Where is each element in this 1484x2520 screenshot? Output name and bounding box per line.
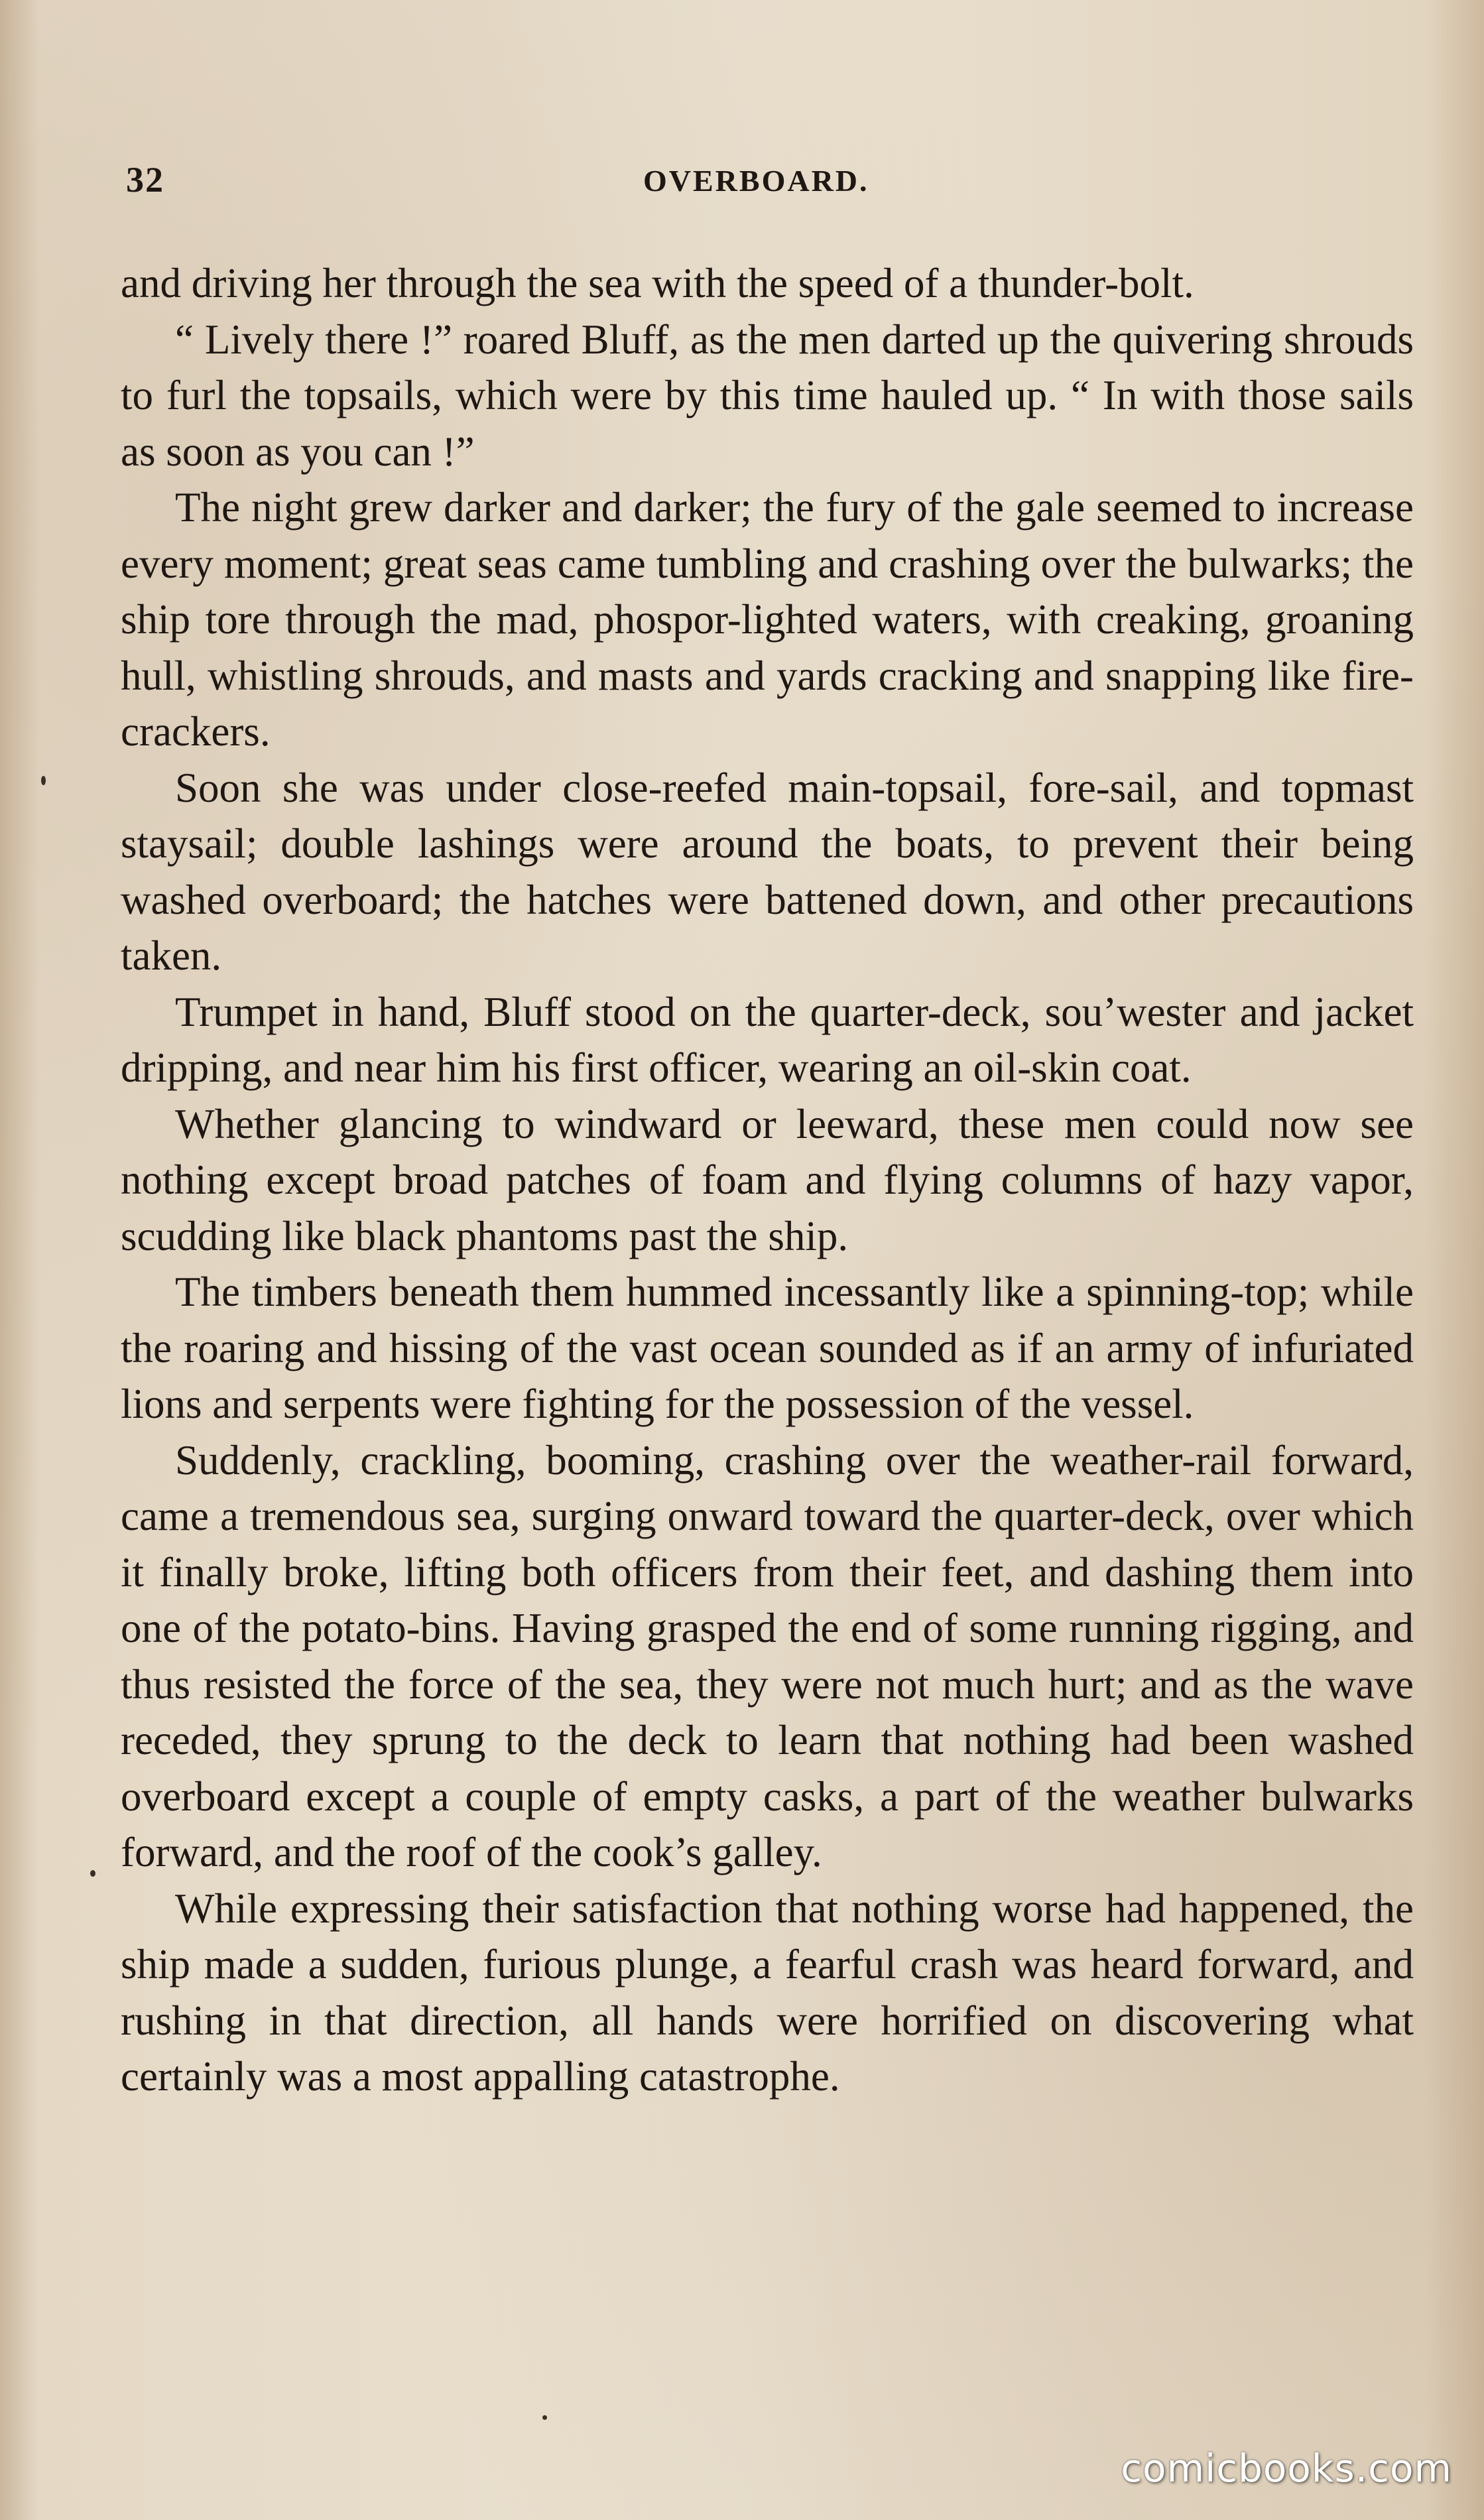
- body-text: [121, 255, 1414, 2105]
- paragraph: While expressing their satisfaction that nothing worse had happened, the ship made a sudden, furious plunge, a fearful crash was heard forward, and rushing in that direction, all hands were horrified on discovering what certainly was a most appalling catastrophe.: [121, 1885, 1414, 2100]
- paragraph: Soon she was under close-reefed main-topsail, fore-sail, and topmast staysail; double lashings were around the boats, to prevent their being washed overboard; the hatches were battened down, and other precautions taken.: [121, 764, 1414, 979]
- site-watermark: comicbooks.com: [1121, 2446, 1452, 2491]
- paragraph: The timbers beneath them hummed incessantly like a spinning-top; while the roaring and hissing of the vast ocean sounded as if an army of infuriated lions and serpents were fighting for the possession of the vessel.: [121, 1269, 1414, 1427]
- ink-speck: [41, 776, 46, 785]
- paragraph: and driving her through the sea with the speed of a thunder-bolt.: [121, 260, 1194, 306]
- paragraph: Suddenly, crackling, booming, crashing over the weather-rail forward, came a tremendous sea, surging onward toward the quarter-deck, over which it finally broke, lifting both officers from their feet, and dashing them into one of the potato-bins. Having grasped the end of some running rigging, and thus resisted the force of the sea, they were not much hurt; and as the wave receded, they sprung to the deck to learn that nothing had been washed overboard except a couple of empty casks, a part of the weather bulwarks forward, and the roof of the cook’s galley.: [121, 1436, 1414, 1875]
- ink-speck: [542, 2415, 547, 2420]
- page-number: 32: [126, 160, 164, 200]
- paragraph: “ Lively there !” roared Bluff, as the men darted up the quivering shrouds to furl the topsails, which were by this time hauled up. “ In with those sails as soon as you can !”: [121, 316, 1414, 475]
- paragraph: Trumpet in hand, Bluff stood on the quarter-deck, sou’wester and jacket dripping, and near him his first officer, wearing an oil-skin coat.: [121, 988, 1414, 1091]
- paragraph: Whether glancing to windward or leeward, these men could now see nothing except broad patches of foam and flying columns of hazy vapor, scudding like black phantoms past the ship.: [121, 1100, 1414, 1259]
- page-header: [126, 159, 1386, 212]
- ink-speck: [90, 1870, 95, 1877]
- paragraph: The night grew darker and darker; the fury of the gale seemed to increase every moment; great seas came tumbling and crashing over the bulwarks; the ship tore through the mad, phospor-lighted waters, with creaking, groaning hull, whistling shrouds, and masts and yards cracking and snapping like fire-crackers.: [121, 484, 1414, 755]
- running-head: OVERBOARD.: [643, 164, 869, 198]
